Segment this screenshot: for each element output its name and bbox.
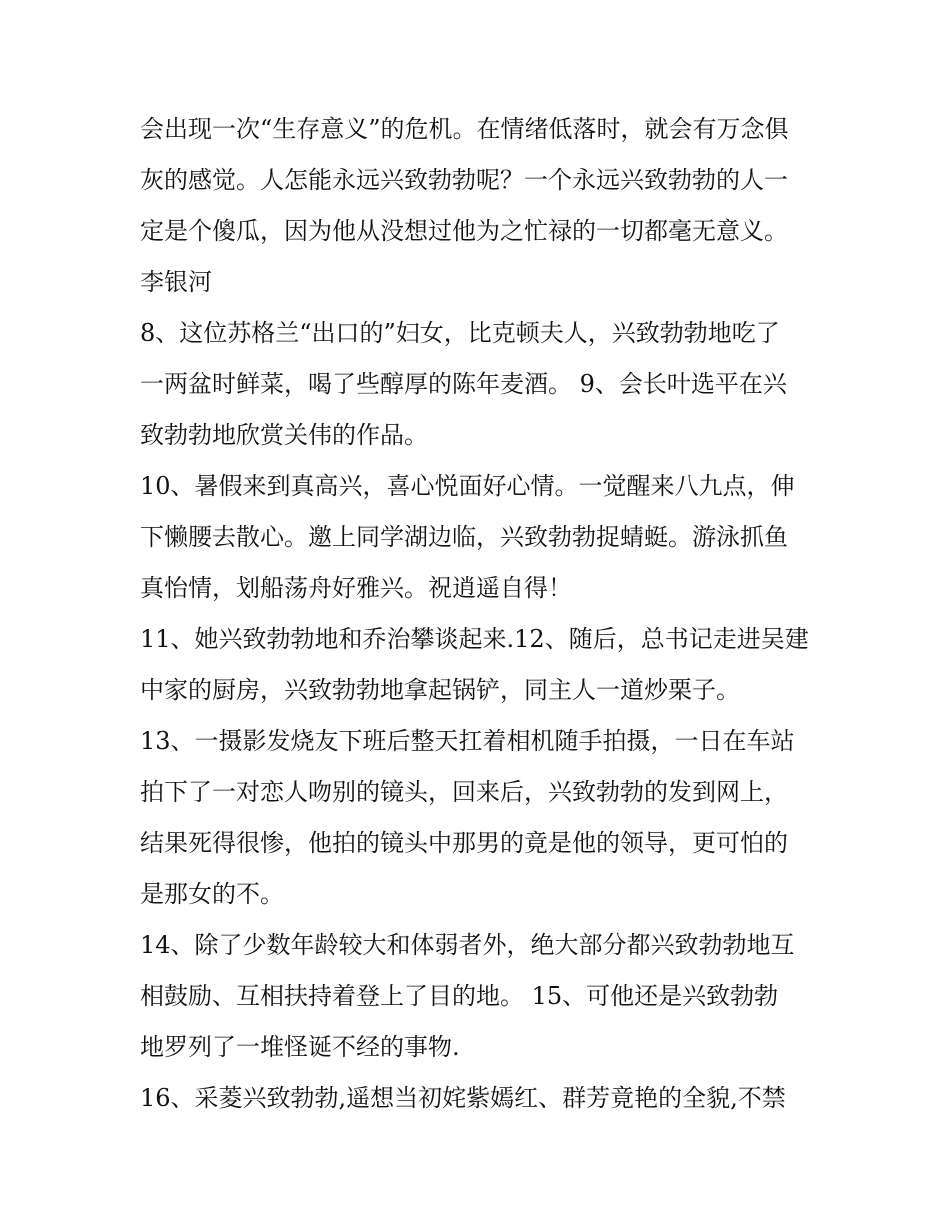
text-line: 真怡情，划船荡舟好雅兴。祝逍遥自得！ xyxy=(140,574,572,602)
text-line: 10、暑假来到真高兴，喜心悦面好心情。一觉醒来八九点，伸 xyxy=(140,472,795,500)
text-line: 李银河 xyxy=(140,268,212,296)
text-line: 地罗列了一堆怪诞不经的事物. xyxy=(140,1033,460,1061)
text-line: 拍下了一对恋人吻别的镜头，回来后，兴致勃勃的发到网上， xyxy=(140,778,788,806)
document-body xyxy=(140,104,820,1124)
text-line: 定是个傻瓜，因为他从没想过他为之忙禄的一切都毫无意义。 xyxy=(140,217,788,245)
text-line: 结果死得很惨，他拍的镜头中那男的竟是他的领导，更可怕的 xyxy=(140,829,788,857)
text-line: 14、除了少数年龄较大和体弱者外，绝大部分都兴致勃勃地互 xyxy=(140,931,795,959)
text-line: 中家的厨房，兴致勃勃地拿起锅铲，同主人一道炒栗子。 xyxy=(140,676,740,704)
text-line: 11、她兴致勃勃地和乔治攀谈起来.12、随后，总书记走进吴建 xyxy=(140,625,809,653)
text-line: 灰的感觉。人怎能永远兴致勃勃呢？一个永远兴致勃勃的人一 xyxy=(140,166,788,194)
text-line: 下懒腰去散心。邀上同学湖边临，兴致勃勃捉蜻蜓。游泳抓鱼 xyxy=(140,523,788,551)
text-line: 8、这位苏格兰“出口的”妇女，比克顿夫人，兴致勃勃地吃了 xyxy=(140,319,780,347)
text-line: 会出现一次“生存意义”的危机。在情绪低落时，就会有万念俱 xyxy=(140,115,789,143)
text-line: 16、采菱兴致勃勃,遥想当初姹紫嫣红、群芳竟艳的全貌,不禁 xyxy=(140,1084,786,1112)
text-line: 是那女的不。 xyxy=(140,880,284,908)
text-line: 相鼓励、互相扶持着登上了目的地。 15、可他还是兴致勃勃 xyxy=(140,982,779,1010)
text-line: 13、一摄影发烧友下班后整天扛着相机随手拍摄，一日在车站 xyxy=(140,727,795,755)
text-line: 一两盆时鲜菜，喝了些醇厚的陈年麦酒。 9、会长叶选平在兴 xyxy=(140,370,787,398)
text-line: 致勃勃地欣赏关伟的作品。 xyxy=(140,421,428,449)
